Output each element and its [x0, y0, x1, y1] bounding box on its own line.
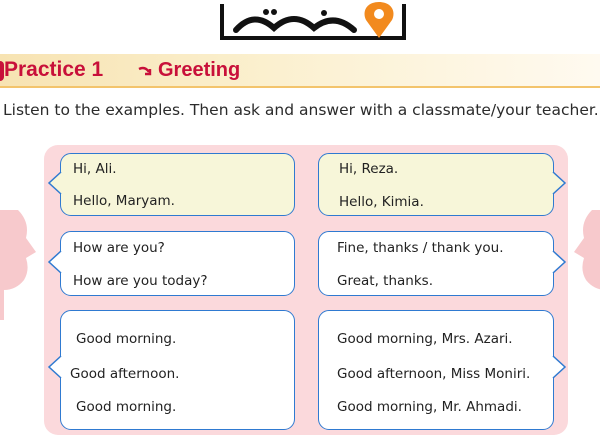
bubble-3-line-1: How are you? — [73, 240, 165, 256]
bubble-4-line-2: Great, thanks. — [337, 273, 433, 289]
bubble-2-line-1: Hi, Reza. — [339, 161, 399, 177]
bubble-2-line-2: Hello, Kimia. — [339, 194, 424, 210]
instruction-text: Listen to the examples. Then ask and answer with a classmate/your teacher. — [3, 101, 599, 119]
curved-arrow-icon — [137, 66, 153, 80]
bubble-tail-left — [47, 251, 63, 273]
bubble-tail-right — [551, 356, 567, 378]
bubble-4-line-1: Fine, thanks / thank you. — [337, 240, 504, 256]
section-title: Greeting — [158, 59, 241, 81]
face-silhouette-left-icon — [0, 210, 36, 320]
bubble-5-line-1: Good morning. — [76, 331, 177, 347]
practice-label: Practice 1 — [4, 58, 104, 81]
bubble-5-line-2: Good afternoon. — [70, 366, 180, 382]
bubble-3-line-2: How are you today? — [73, 273, 208, 289]
bubble-1-line-1: Hi, Ali. — [73, 161, 117, 177]
bubble-6-line-1: Good morning, Mrs. Azari. — [337, 331, 513, 347]
bubble-5-line-3: Good morning. — [76, 399, 177, 415]
bubble-tail-left — [47, 356, 63, 378]
bubble-1-line-2: Hello, Maryam. — [73, 193, 175, 209]
bubble-6-line-3: Good morning, Mr. Ahmadi. — [337, 399, 522, 415]
brand-logo-icon — [214, 0, 414, 42]
face-silhouette-right-icon — [574, 210, 600, 320]
bubble-6-line-2: Good afternoon, Miss Moniri. — [337, 366, 531, 382]
bubble-tail-left — [47, 172, 63, 194]
bubble-tail-right — [551, 251, 567, 273]
bubble-tail-right — [551, 172, 567, 194]
